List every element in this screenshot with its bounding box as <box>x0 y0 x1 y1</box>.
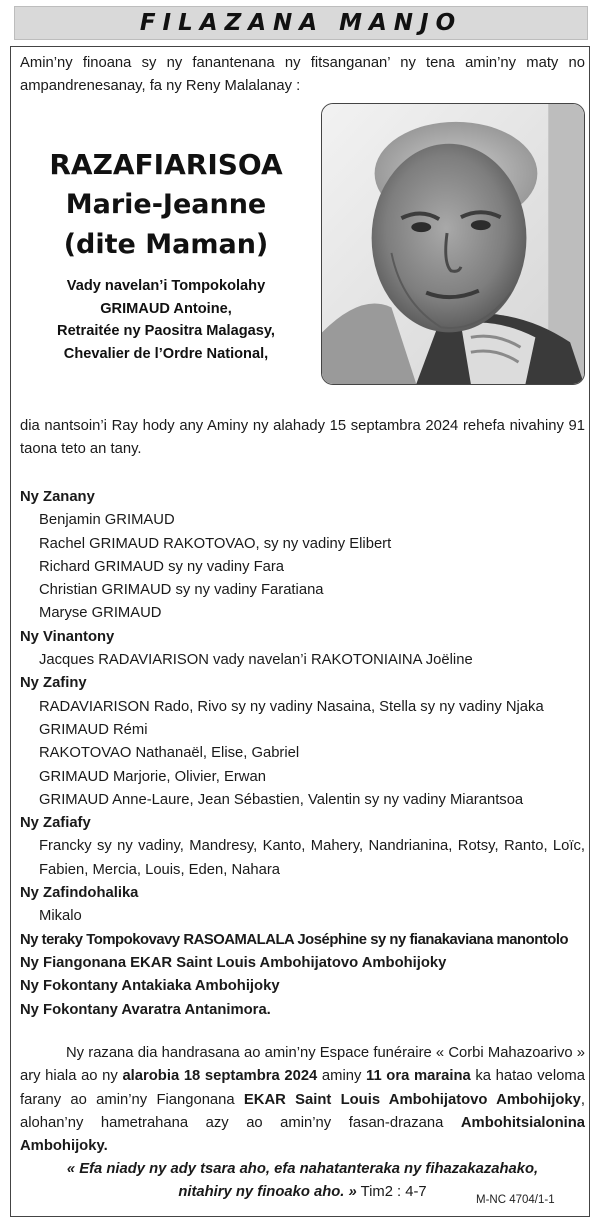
quote-line: « Efa niady ny ady tsara aho, efa nahatanteraka ny fihazakazahako, <box>66 1161 539 1177</box>
quote-reference: Tim2 : 4-7 <box>356 1184 427 1201</box>
portrait-photo <box>321 103 585 385</box>
description-line: Vady navelan’i Tompokolahy <box>66 278 266 294</box>
family-heading-great-great-grandchildren: Ny Zafindohalika <box>20 885 139 902</box>
deceased-description <box>20 275 312 365</box>
description-line: GRIMAUD Antoine, <box>100 300 232 317</box>
extra-mention: Ny Fiangonana EKAR Saint Louis Ambohijatovo Ambohijoky <box>20 954 447 971</box>
header-title: FILAZANA MANJO <box>139 10 463 36</box>
funeral-details <box>20 1042 585 1158</box>
family-heading-children: Ny Zanany <box>20 489 95 505</box>
description-line: Chevalier de l’Ordre National, <box>63 345 269 362</box>
family-heading-grandchildren: Ny Zafiny <box>20 675 87 692</box>
family-heading-great-grandchildren: Ny Zafiafy <box>20 815 91 832</box>
funeral-church: EKAR Saint Louis Ambohijatovo Ambohijoky <box>243 1091 581 1108</box>
family-member: RADAVIARISON Rado, Rivo sy ny vadiny Nasaina, Stella sy ny vadiny Njaka <box>39 698 544 715</box>
deceased-given-name: Marie-Jeanne <box>65 189 267 220</box>
family-member: Benjamin GRIMAUD <box>39 512 175 529</box>
portrait-image <box>322 104 584 384</box>
family-member: RAKOTOVAO Nathanaël, Elise, Gabriel <box>39 745 300 762</box>
extra-mention: Ny Fokontany Antakiaka Ambohijoky <box>20 978 280 995</box>
extra-mention: Ny teraky Tompokovavy RASOAMALALA Joséphine sy ny fianakaviana manontolo <box>20 931 569 948</box>
death-notice: dia nantsoin’i Ray hody any Aminy ny alahady 15 septambra 2024 rehefa nivahiny 91 taona teto an tany. <box>20 418 585 457</box>
header-banner <box>14 6 588 40</box>
intro-text: Amin’ny finoana sy ny fanantenana ny fitsanganan’ ny tena amin’ny maty no ampandrenesanay, fa ny Reny Malalanay : <box>20 55 585 94</box>
ad-reference: M-NC 4704/1-1 <box>476 1194 555 1206</box>
extra-mention: Ny Fokontany Avaratra Antanimora. <box>20 1001 271 1018</box>
funeral-text: Ny razana dia handrasana ao amin’ny Espace funéraire « Corbi Mahazoarivo » ary hiala ao ny <box>20 1045 585 1085</box>
family-member: GRIMAUD Anne-Laure, Jean Sébastien, Valentin sy ny vadiny Miarantsoa <box>39 791 524 808</box>
funeral-text: aminy <box>317 1068 367 1085</box>
family-member: Rachel GRIMAUD RAKOTOVAO, sy ny vadiny Elibert <box>39 535 392 552</box>
family-member: Jacques RADAVIARISON vady navelan’i RAKOTONIAINA Joëline <box>39 652 473 669</box>
family-member: GRIMAUD Rémi <box>39 721 148 738</box>
funeral-text: , alohan’ny hametrahana azy ao amin’ny fasan-drazana <box>20 1091 585 1131</box>
family-member: Richard GRIMAUD sy ny vadiny Fara <box>39 558 285 575</box>
family-member: Francky sy ny vadiny, Mandresy, Kanto, Mahery, Nandrianina, Rotsy, Ranto, Loïc, Fabien, Mercia, Louis, Eden, Nahara <box>39 838 585 878</box>
funeral-text: ka hatao veloma farany ao amin’ny Fiangonana <box>20 1068 585 1108</box>
funeral-date: alarobia 18 septambra 2024 <box>122 1068 318 1085</box>
quote-line: nitahiry ny finoako aho. » <box>178 1184 357 1201</box>
family-member: Mikalo <box>39 908 82 925</box>
description-line: Retraitée ny Paositra Malagasy, <box>57 323 275 339</box>
deceased-nickname: (dite Maman) <box>63 229 269 260</box>
deceased-surname: RAZAFIARISOA <box>49 148 283 181</box>
family-list <box>20 486 585 1022</box>
family-member: Christian GRIMAUD sy ny vadiny Faratiana <box>39 582 324 599</box>
deceased-name <box>20 145 312 265</box>
family-member: Maryse GRIMAUD <box>39 605 162 622</box>
family-member: GRIMAUD Marjorie, Olivier, Erwan <box>39 768 266 785</box>
burial-place: Ambohitsialonina Ambohijoky. <box>20 1114 585 1155</box>
family-heading-sons-in-law: Ny Vinantony <box>20 628 115 645</box>
funeral-time: 11 ora maraina <box>366 1068 471 1085</box>
